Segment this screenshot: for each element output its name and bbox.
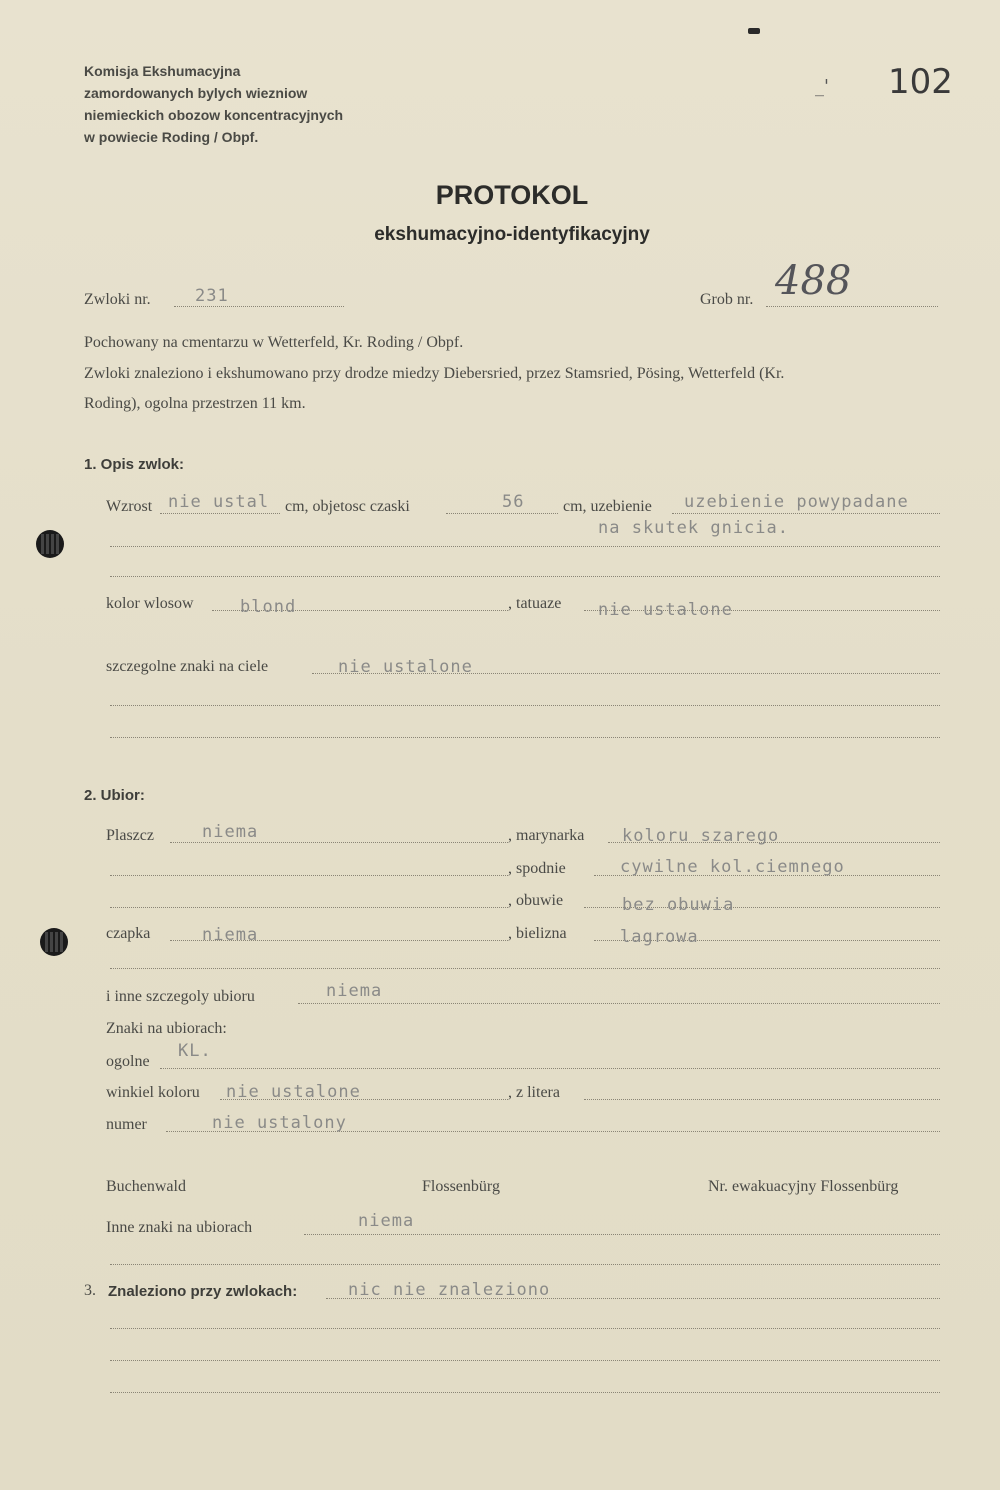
spodnie-label: , spodnie [508, 860, 566, 877]
blank-line [110, 576, 940, 577]
z-litera-line [584, 1099, 940, 1100]
znaki-na-ciele-value: nie ustalone [338, 657, 473, 677]
wzrost-line [160, 513, 280, 514]
section-3-heading: Znaleziono przy zwlokach: [108, 1283, 298, 1300]
blank-line [110, 737, 940, 738]
ink-spot [748, 28, 760, 34]
ogolne-label: ogolne [106, 1053, 150, 1070]
section-1-heading: 1. Opis zwlok: [84, 456, 185, 473]
document-subtitle: ekshumacyjno-identyfikacyjny [374, 224, 650, 245]
section-3-value: nic nie znaleziono [348, 1280, 551, 1300]
blank-line [110, 907, 508, 908]
uzebienie-value-2: na skutek gnicia. [598, 518, 789, 538]
czaszka-value: 56 [502, 492, 525, 512]
flossenburg-label: Flossenbürg [422, 1178, 500, 1195]
wzrost-label: Wzrost [106, 498, 153, 515]
page-mark: _' [815, 76, 829, 97]
uzebienie-label: cm, uzebienie [563, 498, 652, 515]
grob-value: 488 [775, 258, 852, 304]
czaszka-label: cm, objetosc czaski [285, 498, 410, 515]
section-2-heading: 2. Ubior: [84, 787, 145, 804]
intro-line-1: Pochowany na cmentarzu w Wetterfeld, Kr. Roding / Obpf. [84, 334, 464, 351]
plaszcz-value: niema [202, 822, 259, 842]
blank-line [110, 1392, 940, 1393]
z-litera-label: , z litera [508, 1084, 560, 1101]
blank-line [110, 1360, 940, 1361]
document-title: PROTOKOL [435, 180, 589, 210]
tatuaze-label: , tatuaze [508, 595, 562, 612]
inne-znaki-line [304, 1234, 940, 1235]
blank-line [110, 1328, 940, 1329]
marynarka-label: , marynarka [508, 827, 585, 844]
org-line-2: zamordowanych bylych wiezniow [84, 85, 308, 101]
inne-szczegoly-value: niema [326, 981, 383, 1001]
winkiel-value: nie ustalone [226, 1082, 361, 1102]
winkiel-label: winkiel koloru [106, 1084, 200, 1101]
blank-line [110, 875, 508, 876]
ewakuacyjny-label: Nr. ewakuacyjny Flossenbürg [708, 1178, 899, 1195]
uzebienie-line [672, 513, 940, 514]
org-line-4: w powiecie Roding / Obpf. [84, 129, 259, 145]
punch-hole [36, 530, 64, 558]
ogolne-line [160, 1068, 940, 1069]
intro-line-2: Zwloki znaleziono i ekshumowano przy drodze miedzy Diebersried, przez Stamsried, Pösing, Wetterfeld (Kr. [84, 365, 785, 382]
zwloki-label: Zwloki nr. [84, 291, 151, 308]
punch-hole [40, 928, 68, 956]
plaszcz-line [170, 842, 508, 843]
intro-line-3: Roding), ogolna przestrzen 11 km. [84, 395, 306, 412]
obuwie-value: bez obuwia [622, 895, 735, 915]
inne-znaki-value: niema [358, 1211, 415, 1231]
buchenwald-label: Buchenwald [106, 1178, 186, 1195]
bielizna-label: , bielizna [508, 925, 567, 942]
org-line-1: Komisja Ekshumacyjna [84, 63, 241, 79]
ogolne-value: KL. [178, 1041, 212, 1061]
grob-label: Grob nr. [700, 291, 754, 308]
plaszcz-label: Plaszcz [106, 827, 154, 844]
blank-line [110, 705, 940, 706]
blank-line [110, 968, 940, 969]
spodnie-value: cywilne kol.ciemnego [620, 857, 845, 877]
inne-szczegoly-label: i inne szczegoly ubioru [106, 988, 255, 1005]
org-line-3: niemieckich obozow koncentracyjnych [84, 107, 344, 123]
inne-znaki-label: Inne znaki na ubiorach [106, 1219, 253, 1236]
kolor-wlosow-value: blond [240, 597, 297, 617]
inne-szczegoly-line [298, 1003, 940, 1004]
uzebienie-value-1: uzebienie powypadane [684, 492, 909, 512]
czapka-value: niema [202, 925, 259, 945]
znaki-na-ubiorach-label: Znaki na ubiorach: [106, 1020, 227, 1037]
organization-block [84, 60, 343, 148]
page-number: 102 [888, 62, 953, 102]
section-3-number: 3. [84, 1282, 96, 1299]
zwloki-value: 231 [195, 286, 229, 306]
marynarka-value: koloru szarego [622, 826, 780, 846]
kolor-wlosow-label: kolor wlosow [106, 595, 194, 612]
numer-value: nie ustalony [212, 1113, 347, 1133]
znaki-na-ciele-label: szczegolne znaki na ciele [106, 658, 269, 675]
numer-label: numer [106, 1116, 147, 1133]
blank-line [110, 546, 940, 547]
obuwie-label: , obuwie [508, 892, 564, 909]
grob-line [766, 306, 938, 307]
czaszka-line [446, 513, 558, 514]
blank-line [110, 1264, 940, 1265]
tatuaze-value: nie ustalone [598, 600, 733, 620]
zwloki-line [174, 306, 344, 307]
bielizna-value: lagrowa [620, 927, 699, 947]
wzrost-value: nie ustal [168, 492, 270, 512]
czapka-label: czapka [106, 925, 151, 942]
